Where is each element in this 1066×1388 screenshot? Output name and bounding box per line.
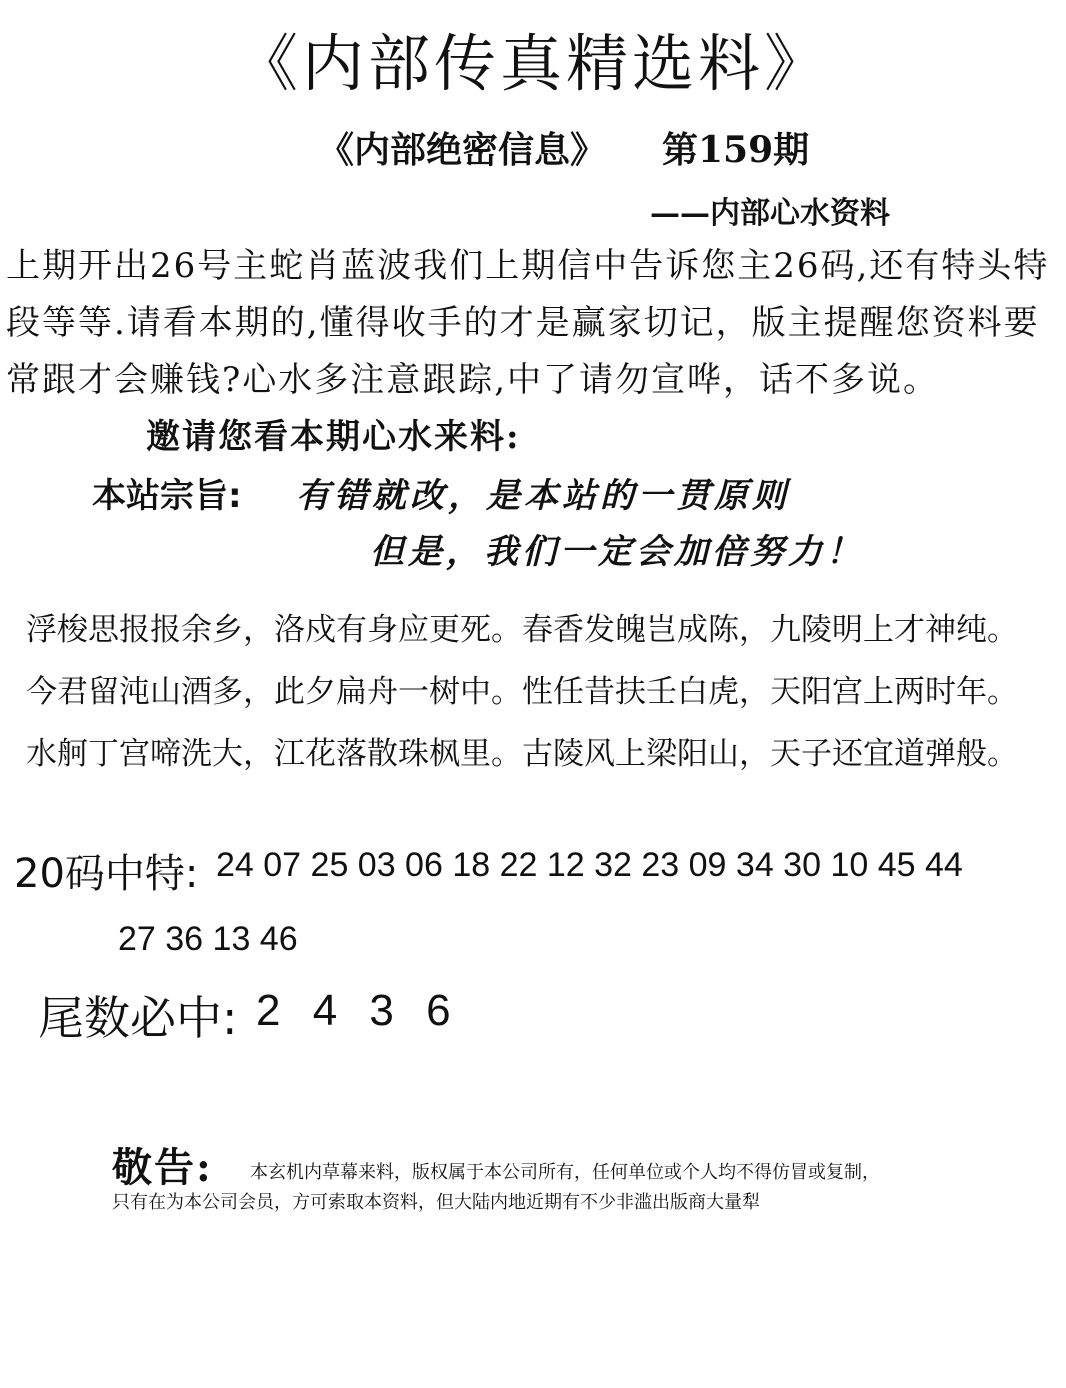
source-label: ——内部心水资料 — [650, 196, 890, 231]
intro-text: 上期开出26号主蛇肖蓝波我们上期信中告诉您主26码,还有特头特段等等.请看本期的,懂得收手的才是赢家切记，版主提醒您资料要常跟才会赚钱?心水多注意跟踪,中了请勿宣哗，话不多说。 — [6, 246, 1050, 400]
page-title: 《内部传真精选料》 — [235, 27, 830, 100]
special-numbers-line-1: 24 07 25 03 06 18 22 12 32 23 09 34 30 10 45 44 — [216, 846, 963, 884]
poem-line: 今君留沌山酒多，此夕扁舟一树中。性任昔扶壬白虎，天阳宫上两时年。 — [26, 674, 1018, 710]
tail-numbers-label: 尾数必中: — [38, 991, 238, 1045]
special-numbers-line-2: 27 36 13 46 — [118, 920, 298, 958]
motto-line-1: 有错就改，是本站的一贯原则 — [296, 476, 790, 516]
tail-numbers-values: 2 4 3 6 — [256, 986, 451, 1035]
subtitle: 《内部绝密信息》 — [318, 129, 607, 171]
notice-label: 敬告: — [112, 1144, 213, 1191]
intro-invite: 邀请您看本期心水来料: — [146, 417, 521, 457]
poem-line: 水舸丁宫啼洗大，江花落散珠枫里。古陵风上梁阳山，天子还宜道弹般。 — [26, 736, 1018, 772]
special-numbers-label: 20码中特: — [14, 851, 199, 897]
poem-line: 浮梭思报报余乡，洛戍有身应更死。春香发魄岂成陈，九陵明上才神纯。 — [26, 612, 1018, 648]
issue-number: 第159期 — [662, 129, 810, 171]
notice-line-2: 只有在为本公司会员，方可索取本资料，但大陆内地近期有不少非滥出版商大量犁 — [112, 1192, 760, 1213]
motto-line-2: 但是，我们一定会加倍努力！ — [370, 532, 864, 572]
intro-paragraph — [6, 238, 1062, 466]
motto-label: 本站宗旨: — [92, 476, 242, 516]
notice-line-1: 本玄机内草幕来料，版权属于本公司所有，任何单位或个人均不得仿冒或复制， — [250, 1162, 880, 1183]
